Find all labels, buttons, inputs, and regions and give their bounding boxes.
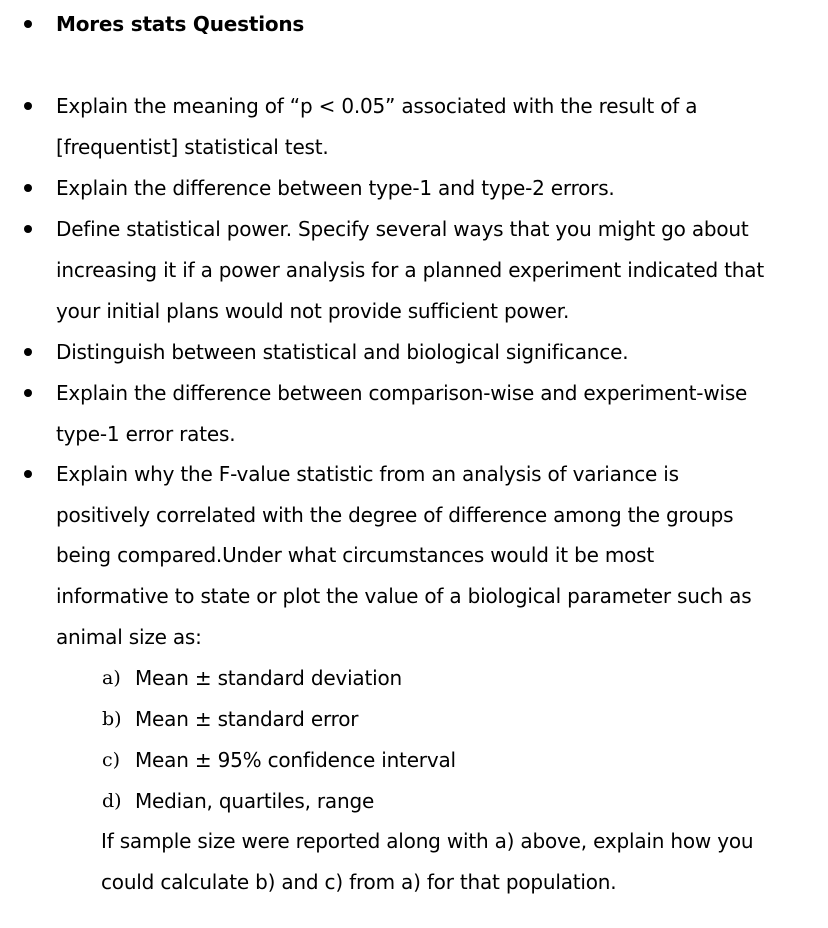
question-4-line-1: Distinguish between statistical and biological significance. — [56, 340, 629, 364]
option-b-text: Mean ± standard error — [135, 707, 359, 731]
bullet-icon — [24, 389, 32, 397]
bullet-icon — [24, 102, 32, 110]
note-line-2: could calculate b) and c) from a) for that population. — [101, 870, 617, 894]
option-b-marker: b) — [102, 708, 122, 730]
question-1-line-1: Explain the meaning of “p < 0.05” associated with the result of a — [56, 94, 698, 118]
bullet-icon — [24, 184, 32, 192]
option-c-marker: c) — [102, 749, 121, 771]
question-3-line-2: increasing it if a power analysis for a planned experiment indicated that — [56, 258, 764, 282]
question-1-line-2: [frequentist] statistical test. — [56, 135, 329, 159]
question-3-line-1: Define statistical power. Specify several ways that you might go about — [56, 217, 749, 241]
bullet-icon — [24, 348, 32, 356]
question-6-line-2: positively correlated with the degree of difference among the groups — [56, 503, 734, 527]
question-6-line-4: informative to state or plot the value of a biological parameter such as — [56, 584, 752, 608]
question-5-line-1: Explain the difference between comparison-wise and experiment-wise — [56, 381, 748, 405]
question-5-line-2: type-1 error rates. — [56, 422, 236, 446]
option-a-text: Mean ± standard deviation — [135, 666, 402, 690]
option-d-marker: d) — [102, 790, 122, 812]
bullet-icon — [24, 470, 32, 478]
option-a-marker: a) — [102, 667, 121, 689]
question-3-line-3: your initial plans would not provide sufficient power. — [56, 299, 570, 323]
bullet-icon — [24, 20, 32, 28]
note-line-1: If sample size were reported along with a) above, explain how you — [101, 829, 754, 853]
option-c-text: Mean ± 95% confidence interval — [135, 748, 456, 772]
option-d-text: Median, quartiles, range — [135, 789, 375, 813]
question-6-line-5: animal size as: — [56, 625, 202, 649]
question-6-line-3: being compared.Under what circumstances would it be most — [56, 543, 655, 567]
question-2-line-1: Explain the difference between type-1 and type-2 errors. — [56, 176, 615, 200]
document-title: Mores stats Questions — [56, 12, 305, 36]
bullet-icon — [24, 225, 32, 233]
question-6-line-1: Explain why the F-value statistic from an analysis of variance is — [56, 462, 679, 486]
